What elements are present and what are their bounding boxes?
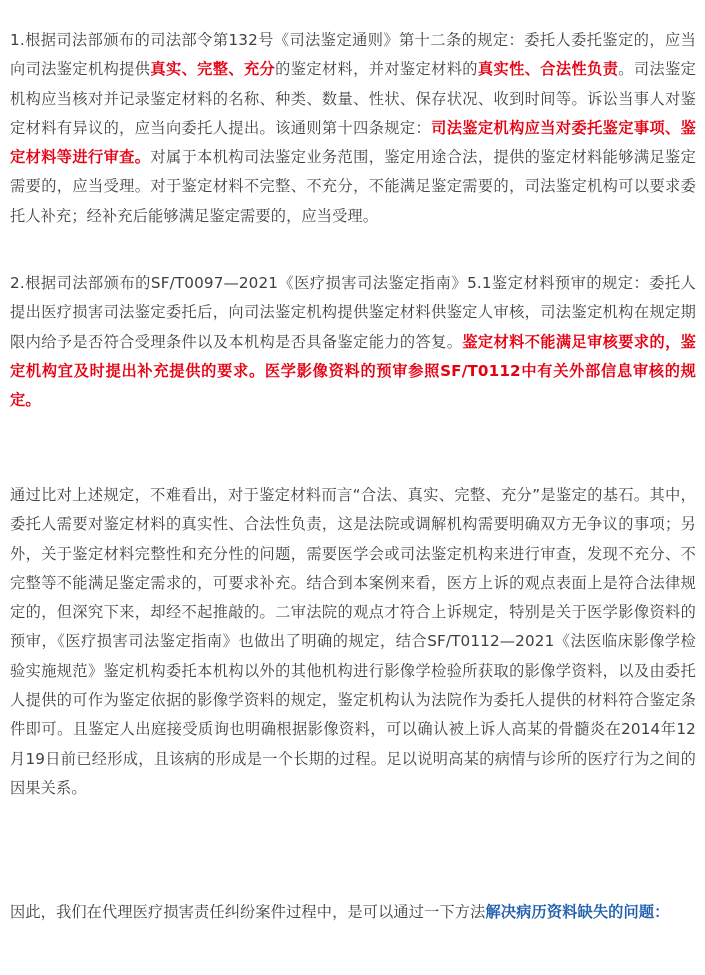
p1-text-3: 。司法鉴定机构应当核对并记录鉴定材料的名称、种类、数量、性状、保存状况、收到时间等。诉讼当事人对鉴定材料有异议的，应当向委托人提出。该通则第十四条规定： [10,60,697,137]
p2-text-1: 2.根据司法部颁布的SF/T0097—2021《医疗损害司法鉴定指南》5.1鉴定材料预审的规定：委托人提出医疗损害司法鉴定委托后，向司法鉴定机构提供鉴定材料供鉴定人审核，司法鉴定机构在规定期限内给予是否符合受理条件以及本机构是否具备鉴定能力的答复。 [10,274,696,351]
paragraph-medical-damage-guide [10,269,696,415]
p1-highlight-2: 真实性、合法性负责 [477,60,619,79]
paragraph-judicial-appraisal-rules [10,26,696,231]
p1-text-1: 1.根据司法部颁布的司法部令第132号《司法鉴定通则》第十二条的规定：委托人委托鉴定的，应当向司法鉴定机构提供 [10,31,696,79]
p4-text-1: 因此，我们在代理医疗损害责任纠纷案件过程中，是可以通过一下方法 [10,903,486,921]
p1-highlight-3: 司法鉴定机构应当对委托鉴定事项、鉴定材料等进行审查。 [10,118,696,167]
p1-text-2: 的鉴定材料，并对鉴定材料的 [275,60,478,79]
paragraph-analysis: 通过比对上述规定，不难看出，对于鉴定材料而言“合法、真实、完整、充分”是鉴定的基石。其中，委托人需要对鉴定材料的真实性、合法性负责，这是法院或调解机构需要明确双方无争议的事项；另外，关于鉴定材料完整性和充分性的问题，需要医学会或司法鉴定机构来进行审查，发现不充分、不完整等不能满足鉴定需求的，可要求补充。结合到本案例来看，医方上诉的观点表面上是符合法律规定的，但深究下来，却经不起推敲的。二审法院的观点才符合上诉规定，特别是关于医学影像资料的预审，《医疗损害司法鉴定指南》也做出了明确的规定，结合SF/T0112—2021《法医临床影像学检验实施规范》鉴定机构委托本机构以外的其他机构进行影像学检验所获取的影像学资料，以及由委托人提供的可作为鉴定依据的影像学资料的规定，鉴定机构认为法院作为委托人提供的材料符合鉴定条件即可。且鉴定人出庭接受质询也明确根据影像资料，可以确认被上诉人高某的骨髓炎在2014年12月19日前已经形成，且该病的形成是一个长期的过程。足以说明高某的病情与诊所的医疗行为之间的因果关系。 [10,486,696,797]
p1-highlight-1: 真实、完整、充分 [150,60,276,79]
p2-highlight-1: 鉴定材料不能满足审核要求的，鉴定机构宜及时提出补充提供的要求。医学影像资料的预审参照SF/T0112中有关外部信息审核的规定。 [10,332,697,410]
paragraph-conclusion [10,898,696,927]
p4-highlight-1: 解决病历资料缺失的问题： [485,903,670,921]
p1-text-4: 对属于本机构司法鉴定业务范围，鉴定用途合法，提供的鉴定材料能够满足鉴定需要的，应当受理。对于鉴定材料不完整、不充分，不能满足鉴定需要的，司法鉴定机构可以要求委托人补充；经补充后能够满足鉴定需要的，应当受理。 [10,148,696,225]
